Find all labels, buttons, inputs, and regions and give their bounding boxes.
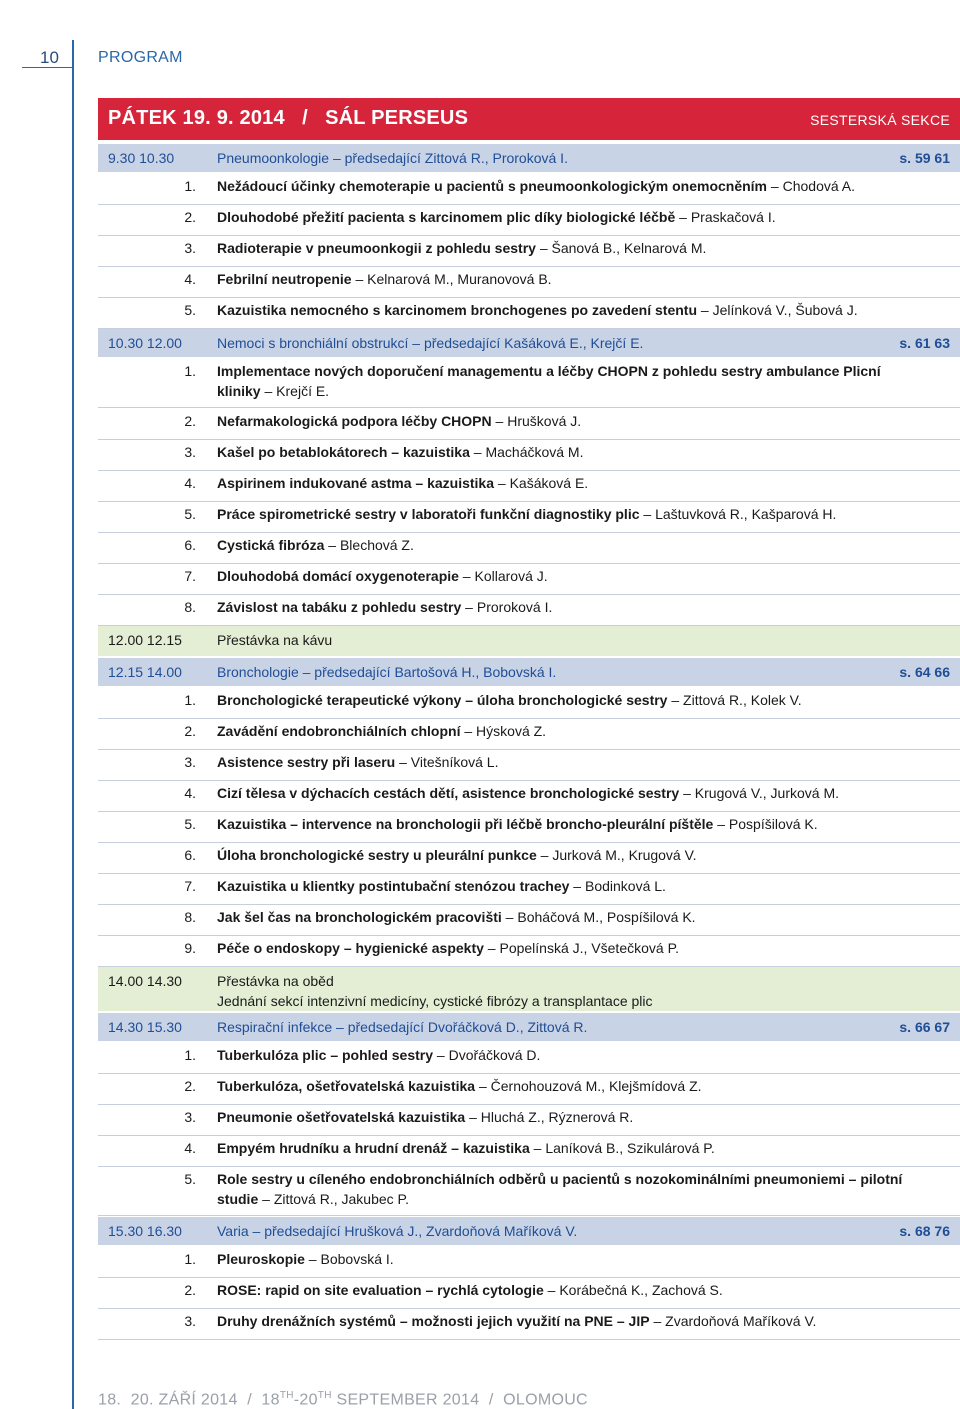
talk-row — [98, 1105, 960, 1136]
talk-title: Péče o endoskopy – hygienické aspekty — [217, 940, 484, 956]
talk-authors: Vitešníková L. — [410, 754, 499, 770]
talk-number: 1. — [184, 1047, 196, 1063]
day-header — [98, 98, 960, 140]
section-label: PROGRAM — [98, 49, 183, 66]
margin-vertical-rule — [72, 40, 74, 1409]
talk-row — [98, 359, 960, 408]
talk-authors: Bobovská I. — [320, 1251, 394, 1267]
talk-number: 5. — [184, 506, 196, 522]
footer-dash: -20 — [293, 1391, 318, 1409]
talk-text: Nežádoucí účinky chemoterapie u pacientů s pneumoonkologickým onemocněním – Chodová A. — [217, 178, 855, 194]
talk-row — [98, 812, 960, 843]
session-time: 14.30 15.30 — [108, 1019, 182, 1035]
talk-row — [98, 1043, 960, 1074]
talk-title: Kašel po betablokátorech – kazuistika — [217, 444, 470, 460]
session-title: Bronchologie – předsedající Bartošová H., Bobovská I. — [217, 664, 557, 680]
talk-number: 6. — [184, 847, 196, 863]
talk-title: Bronchologické terapeutické výkony – úloha bronchologické sestry — [217, 692, 668, 708]
talk-row — [98, 1309, 960, 1340]
talk-authors: Dvořáčková D. — [448, 1047, 541, 1063]
talk-number: 3. — [184, 240, 196, 256]
talk-number: 2. — [184, 723, 196, 739]
talk-number: 8. — [184, 599, 196, 615]
talk-number: 3. — [184, 1313, 196, 1329]
talk-row — [98, 267, 960, 298]
talk-number: 3. — [184, 444, 196, 460]
talk-row — [98, 1247, 960, 1278]
talk-number: 1. — [184, 1251, 196, 1267]
session-time: 10.30 12.00 — [108, 335, 182, 351]
talk-number: 8. — [184, 909, 196, 925]
talk-text: Bronchologické terapeutické výkony – úloha bronchologické sestry – Zittová R., Kolek V. — [217, 692, 802, 708]
talk-authors: Proroková I. — [476, 599, 553, 615]
talk-number: 3. — [184, 754, 196, 770]
talk-row — [98, 1136, 960, 1167]
talk-authors: Chodová A. — [782, 178, 855, 194]
talk-title: Nežádoucí účinky chemoterapie u pacientů s pneumoonkologickým onemocněním — [217, 178, 768, 194]
talk-text: Role sestry u cíleného endobronchiálních odběrů u pacientů s nozokominálními pneumoniemi – pilotní studie – Zittová R., Jakubec P. — [217, 1171, 903, 1207]
talk-title: Práce spirometrické sestry v laboratoři funkční diagnostiky plic — [217, 506, 640, 522]
talk-text: Zavádění endobronchiálních chlopní – Hýsková Z. — [217, 723, 547, 739]
talk-authors: Jelínková V., Šubová J. — [712, 302, 858, 318]
talk-row — [98, 781, 960, 812]
talk-authors: Kollarová J. — [474, 568, 548, 584]
talk-title: Role sestry u cíleného endobronchiálních odběrů u pacientů s nozokominálními pneumoniemi – pilotní studie — [217, 1171, 903, 1207]
talk-text: Druhy drenážních systémů – možnosti jejich využití na PNE – JIP – Zvardoňová Maříková V. — [217, 1313, 817, 1329]
session-pages: s. 59 61 — [899, 150, 950, 166]
session-title: Pneumoonkologie – předsedající Zittová R., Proroková I. — [217, 150, 568, 166]
break-row — [98, 967, 960, 1011]
talk-text: Péče o endoskopy – hygienické aspekty – Popelínská J., Všetečková P. — [217, 940, 679, 956]
talk-row — [98, 440, 960, 471]
talk-row — [98, 936, 960, 967]
talk-text: Závislost na tabáku z pohledu sestry – Proroková I. — [217, 599, 553, 615]
talk-title: Dlouhodobá domácí oxygenoterapie — [217, 568, 459, 584]
session-pages: s. 64 66 — [899, 664, 950, 680]
talk-authors: Hýsková Z. — [476, 723, 547, 739]
talk-title: Aspirinem indukované astma – kazuistika — [217, 475, 494, 491]
session-time: 15.30 16.30 — [108, 1223, 182, 1239]
break-time: 12.00 12.15 — [108, 632, 182, 648]
talk-row — [98, 564, 960, 595]
day-title: PÁTEK 19. 9. 2014 / SÁL PERSEUS — [108, 107, 469, 129]
talk-text: Tuberkulóza plic – pohled sestry – Dvořáčková D. — [217, 1047, 541, 1063]
talk-title: Cizí tělesa v dýchacích cestách dětí, asistence bronchologické sestry — [217, 785, 680, 801]
talk-title: ROSE: rapid on site evaluation – rychlá cytologie — [217, 1282, 544, 1298]
talk-text: Tuberkulóza, ošetřovatelská kazuistika – Černohouzová M., Klejšmídová Z. — [217, 1078, 702, 1094]
talk-title: Kazuistika nemocného s karcinomem bronchogenes po zavedení stentu — [217, 302, 698, 318]
talk-authors: Černohouzová M., Klejšmídová Z. — [490, 1078, 702, 1094]
talk-authors: Hrušková J. — [507, 413, 582, 429]
break-label: Přestávka na kávu — [217, 632, 333, 648]
session-pages: s. 66 67 — [899, 1019, 950, 1035]
session-title: Varia – předsedající Hrušková J., Zvardoňová Maříková V. — [217, 1223, 578, 1239]
session-header — [98, 144, 960, 172]
talk-text: Aspirinem indukované astma – kazuistika – Kašáková E. — [217, 475, 589, 491]
session-header — [98, 329, 960, 357]
talk-number: 4. — [184, 1140, 196, 1156]
session-time: 12.15 14.00 — [108, 664, 182, 680]
talk-text: Nefarmakologická podpora léčby CHOPN – Hrušková J. — [217, 413, 582, 429]
session-header — [98, 658, 960, 686]
talk-text: Práce spirometrické sestry v laboratoři funkční diagnostiky plic – Laštuvková R., Kašparová H. — [217, 506, 837, 522]
talk-authors: Popelínská J., Všetečková P. — [499, 940, 679, 956]
talk-title: Asistence sestry při laseru — [217, 754, 396, 770]
talk-text: ROSE: rapid on site evaluation – rychlá cytologie – Korábečná K., Zachová S. — [217, 1282, 723, 1298]
talk-text: Dlouhodobá domácí oxygenoterapie – Kollarová J. — [217, 568, 548, 584]
talk-row — [98, 174, 960, 205]
talk-authors: Kašáková E. — [509, 475, 589, 491]
talk-row — [98, 750, 960, 781]
talk-title: Dlouhodobé přežití pacienta s karcinomem plic díky biologické léčbě — [217, 209, 676, 225]
talk-authors: Zvardoňová Maříková V. — [665, 1313, 817, 1329]
talk-authors: Korábečná K., Zachová S. — [559, 1282, 723, 1298]
talk-number: 9. — [184, 940, 196, 956]
talk-row — [98, 409, 960, 440]
talk-row — [98, 688, 960, 719]
talk-authors: Jurková M., Krugová V. — [552, 847, 697, 863]
session-header — [98, 1013, 960, 1041]
talk-row — [98, 502, 960, 533]
break-label: Přestávka na oběd — [217, 973, 334, 989]
talk-text: Jak šel čas na bronchologickém pracovišti – Boháčová M., Pospíšilová K. — [217, 909, 696, 925]
talk-title: Radioterapie v pneumoonkogii z pohledu sestry — [217, 240, 536, 256]
break-time: 14.00 14.30 — [108, 973, 182, 989]
talk-number: 4. — [184, 785, 196, 801]
talk-text: Empyém hrudníku a hrudní drenáž – kazuistika – Laníková B., Szikulárová P. — [217, 1140, 715, 1156]
talk-text: Dlouhodobé přežití pacienta s karcinomem plic díky biologické léčbě – Praskačová I. — [217, 209, 776, 225]
talk-number: 5. — [184, 816, 196, 832]
talk-authors: Laníková B., Szikulárová P. — [545, 1140, 715, 1156]
talk-row — [98, 595, 960, 626]
session-pages: s. 61 63 — [899, 335, 950, 351]
talk-number: 1. — [184, 692, 196, 708]
talk-title: Jak šel čas na bronchologickém pracovišti — [217, 909, 502, 925]
talk-authors: Boháčová M., Pospíšilová K. — [517, 909, 696, 925]
talk-number: 5. — [184, 1171, 196, 1187]
talk-authors: Zittová R., Kolek V. — [683, 692, 802, 708]
talk-row — [98, 719, 960, 750]
footer-sup-1: TH — [279, 1390, 294, 1401]
talk-text: Kašel po betablokátorech – kazuistika – Macháčková M. — [217, 444, 584, 460]
talk-text: Febrilní neutropenie – Kelnarová M., Muranovová B. — [217, 271, 552, 287]
talk-number: 2. — [184, 1078, 196, 1094]
talk-authors: Hluchá Z., Rýznerová R. — [480, 1109, 634, 1125]
talk-title: Druhy drenážních systémů – možnosti jejich využití na PNE – JIP — [217, 1313, 650, 1329]
talk-row — [98, 874, 960, 905]
talk-row — [98, 1167, 960, 1216]
talk-row — [98, 905, 960, 936]
talk-row — [98, 298, 960, 329]
talk-text: Pleuroskopie – Bobovská I. — [217, 1251, 394, 1267]
session-time: 9.30 10.30 — [108, 150, 175, 166]
talk-text: Cizí tělesa v dýchacích cestách dětí, asistence bronchologické sestry – Krugová V., Jurková M. — [217, 785, 839, 801]
talk-authors: Laštuvková R., Kašparová H. — [655, 506, 837, 522]
talk-number: 5. — [184, 302, 196, 318]
talk-number: 3. — [184, 1109, 196, 1125]
talk-title: Závislost na tabáku z pohledu sestry — [217, 599, 462, 615]
break-row — [98, 626, 960, 656]
page-number: 10 — [40, 48, 59, 67]
footer-sup-2: TH — [317, 1390, 332, 1401]
break-title — [217, 630, 332, 650]
talk-authors: Pospíšilová K. — [728, 816, 818, 832]
talk-number: 6. — [184, 537, 196, 553]
session-header — [98, 1217, 960, 1245]
talk-title: Cystická fibróza — [217, 537, 325, 553]
talk-number: 1. — [184, 363, 196, 379]
talk-authors: Zittová R., Jakubec P. — [273, 1191, 409, 1207]
talk-row — [98, 843, 960, 874]
talk-title: Tuberkulóza plic – pohled sestry — [217, 1047, 434, 1063]
talk-text: Kazuistika u klientky postintubační stenózou trachey – Bodinková L. — [217, 878, 666, 894]
talk-authors: Šanová B., Kelnarová M. — [551, 240, 707, 256]
break-title — [217, 971, 653, 1011]
talk-authors: Krugová V., Jurková M. — [694, 785, 839, 801]
talk-row — [98, 1278, 960, 1309]
talk-title: Implementace nových doporučení managementu a léčby CHOPN z pohledu sestry ambulance Plicní kliniky — [217, 363, 881, 399]
talk-text: Kazuistika nemocného s karcinomem bronchogenes po zavedení stentu – Jelínková V., Šubová J. — [217, 302, 858, 318]
talk-number: 2. — [184, 413, 196, 429]
session-pages: s. 68 76 — [899, 1223, 950, 1239]
talk-number: 2. — [184, 1282, 196, 1298]
talk-title: Pleuroskopie — [217, 1251, 305, 1267]
section-name: SESTERSKÁ SEKCE — [810, 112, 950, 128]
talk-authors: Praskačová I. — [690, 209, 776, 225]
footer-dates: 18. 20. ZÁŘÍ 2014 / 18 — [98, 1391, 280, 1409]
talk-row — [98, 533, 960, 564]
talk-title: Empyém hrudníku a hrudní drenáž – kazuistika — [217, 1140, 530, 1156]
talk-text: Pneumonie ošetřovatelská kazuistika – Hluchá Z., Rýznerová R. — [217, 1109, 634, 1125]
talk-title: Kazuistika – intervence na bronchologii při léčbě broncho-pleurální píštěle — [217, 816, 714, 832]
talk-text: Asistence sestry při laseru – Vitešníková L. — [217, 754, 499, 770]
talk-text: Implementace nových doporučení managementu a léčby CHOPN z pohledu sestry ambulance Plicní kliniky – Krejčí E. — [217, 363, 881, 399]
talk-number: 4. — [184, 271, 196, 287]
talk-authors: Kelnarová M., Muranovová B. — [367, 271, 552, 287]
talk-title: Zavádění endobronchiálních chlopní — [217, 723, 461, 739]
talk-number: 7. — [184, 878, 196, 894]
break-subtitle: Jednání sekcí intenzivní medicíny, cystické fibrózy a transplantace plic — [217, 993, 653, 1009]
talk-title: Tuberkulóza, ošetřovatelská kazuistika — [217, 1078, 476, 1094]
session-title: Respirační infekce – předsedající Dvořáčková D., Zittová R. — [217, 1019, 588, 1035]
talk-row — [98, 236, 960, 267]
talk-authors: Bodinková L. — [584, 878, 666, 894]
session-title: Nemoci s bronchiální obstrukcí – předsedající Kašáková E., Krejčí E. — [217, 335, 644, 351]
talk-authors: Krejčí E. — [276, 383, 330, 399]
talk-title: Pneumonie ošetřovatelská kazuistika — [217, 1109, 466, 1125]
talk-row — [98, 1074, 960, 1105]
talk-number: 1. — [184, 178, 196, 194]
talk-number: 7. — [184, 568, 196, 584]
talk-number: 4. — [184, 475, 196, 491]
talk-row — [98, 471, 960, 502]
talk-text: Úloha bronchologické sestry u pleurální punkce – Jurková M., Krugová V. — [217, 847, 697, 863]
talk-title: Kazuistika u klientky postintubační stenózou trachey — [217, 878, 570, 894]
talk-row — [98, 205, 960, 236]
talk-text: Radioterapie v pneumoonkogii z pohledu sestry – Šanová B., Kelnarová M. — [217, 240, 707, 256]
talk-authors: Macháčková M. — [485, 444, 584, 460]
talk-authors: Blechová Z. — [339, 537, 414, 553]
footer — [98, 1390, 588, 1409]
talk-number: 2. — [184, 209, 196, 225]
talk-title: Nefarmakologická podpora léčby CHOPN — [217, 413, 492, 429]
talk-title: Febrilní neutropenie — [217, 271, 352, 287]
talk-text: Cystická fibróza – Blechová Z. — [217, 537, 414, 553]
footer-rest: SEPTEMBER 2014 / OLOMOUC — [331, 1391, 588, 1409]
talk-text: Kazuistika – intervence na bronchologii při léčbě broncho-pleurální píštěle – Pospíšilová K. — [217, 816, 818, 832]
talk-title: Úloha bronchologické sestry u pleurální punkce — [217, 847, 537, 863]
